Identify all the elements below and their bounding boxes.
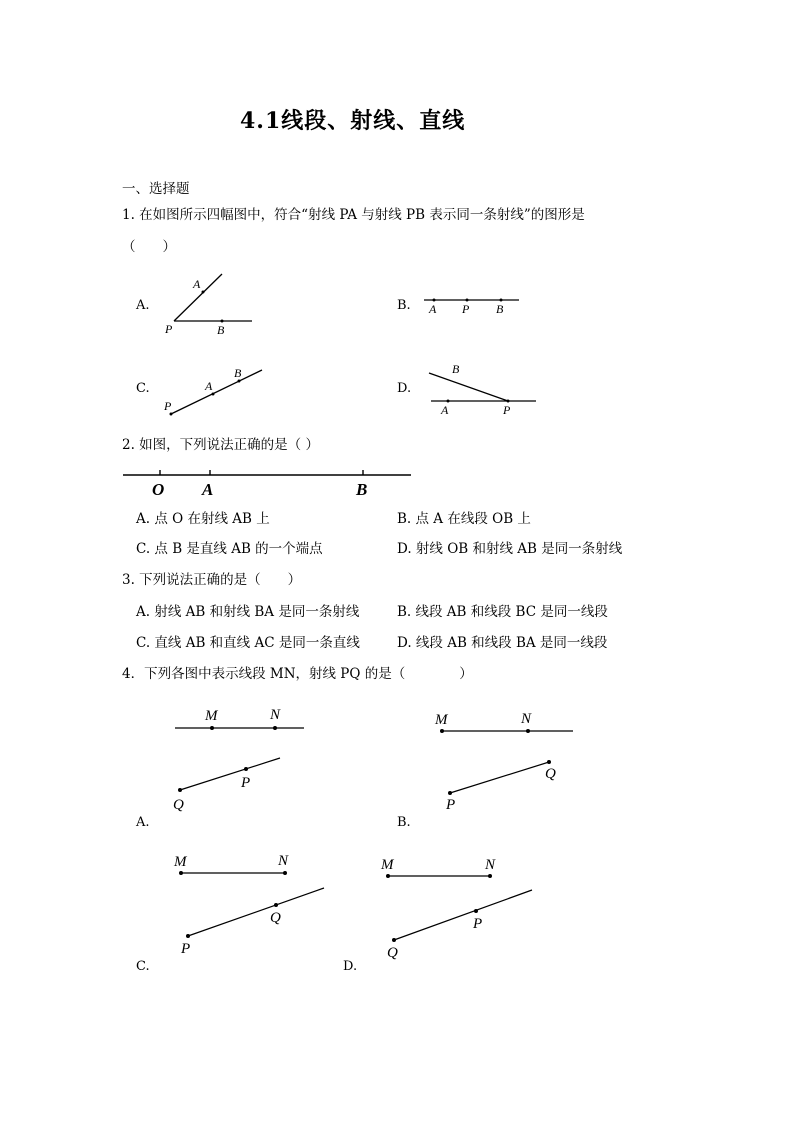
q1-figure-b[interactable] (424, 299, 519, 317)
q4-a-label-p: P (241, 775, 251, 791)
q4-c-ray (188, 888, 324, 936)
q4-d-ray (394, 890, 532, 940)
q4-option-a-label[interactable]: A. (136, 815, 150, 830)
q4-figure-d[interactable] (380, 857, 532, 961)
q1-d-label-p: P (503, 403, 511, 417)
q1-paren: （ ） (122, 239, 176, 255)
q4-d-label-m: M (381, 857, 394, 873)
q1-c-ray (171, 370, 262, 414)
q4-stem: 4．下列各图中表示线段 MN，射线 PQ 的是（ ） (122, 666, 473, 682)
q3-option-d[interactable]: D. 线段 AB 和线段 BA 是同一线段 (397, 635, 608, 651)
q4-b-label-p: P (446, 797, 456, 813)
q4-b-point-p (448, 791, 452, 795)
q1-stem: 1. 在如图所示四幅图中，符合“射线 PA 与射线 PB 表示同一条射线”的图形是 (122, 207, 585, 223)
q4-figure-b[interactable] (434, 711, 573, 813)
q4-b-label-m: M (435, 712, 448, 728)
q1-a-label-b: B (217, 323, 225, 337)
q4-c-label-q: Q (270, 910, 281, 926)
q4-d-point-p (474, 909, 478, 913)
q2-option-d[interactable]: D. 射线 OB 和射线 AB 是同一条射线 (397, 541, 623, 557)
q1-c-label-a: A (205, 379, 213, 393)
q4-a-point-n (273, 726, 277, 730)
q4-d-point-n (488, 874, 492, 878)
q4-b-label-q: Q (545, 766, 556, 782)
q3-stem: 3. 下列说法正确的是（ ） (122, 572, 302, 588)
q1-b-label-p: P (462, 302, 470, 316)
q1-a-label-a: A (193, 277, 201, 291)
q4-d-point-q (392, 938, 396, 942)
q4-c-label-m: M (174, 854, 187, 870)
q1-d-ray-pb (429, 373, 508, 401)
q4-c-point-m (179, 871, 183, 875)
q4-option-c-label[interactable]: C. (136, 959, 150, 974)
q4-a-label-q: Q (173, 797, 184, 813)
q1-b-label-a: A (429, 302, 437, 316)
q1-d-label-a: A (441, 403, 449, 417)
q1-c-label-p: P (164, 399, 172, 413)
q4-c-point-n (283, 871, 287, 875)
q4-d-label-n: N (485, 857, 496, 873)
q1-figure-a[interactable] (164, 274, 252, 337)
q1-option-b-label[interactable]: B. (397, 298, 411, 313)
q1-a-point-a (202, 291, 205, 294)
q4-c-label-n: N (278, 853, 289, 869)
q4-a-point-q (178, 788, 182, 792)
q4-b-point-q (547, 760, 551, 764)
q2-stem: 2. 如图，下列说法正确的是（ ） (122, 437, 319, 453)
q4-b-point-m (440, 729, 444, 733)
q4-a-label-m: M (205, 708, 218, 724)
q4-c-point-q (274, 903, 278, 907)
q1-c-label-b: B (234, 366, 242, 380)
q1-figure-d[interactable] (429, 362, 536, 417)
q1-option-d-label[interactable]: D. (397, 381, 412, 396)
q2-figure (123, 470, 411, 499)
q4-d-label-p: P (473, 916, 483, 932)
q2-label-b: B (356, 480, 368, 499)
q4-a-point-m (210, 726, 214, 730)
q4-figure-c[interactable] (173, 853, 324, 957)
q4-option-b-label[interactable]: B. (397, 815, 411, 830)
q4-a-label-n: N (270, 707, 281, 723)
q2-option-a[interactable]: A. 点 O 在射线 AB 上 (136, 511, 270, 527)
q2-label-o: O (152, 480, 165, 499)
q1-figure-c[interactable] (163, 366, 262, 416)
q4-d-label-q: Q (387, 945, 398, 961)
q4-d-point-m (386, 874, 390, 878)
section-heading: 一、选择题 (122, 181, 190, 197)
q2-label-a: A (202, 480, 214, 499)
q4-option-d-label[interactable]: D. (343, 959, 358, 974)
q1-option-a-label[interactable]: A. (136, 298, 150, 313)
page-title: 4.1线段、射线、直线 (240, 108, 466, 134)
q3-option-b[interactable]: B. 线段 AB 和线段 BC 是同一线段 (397, 604, 608, 620)
q4-a-ray (180, 758, 280, 790)
q4-c-label-p: P (181, 941, 191, 957)
q1-option-c-label[interactable]: C. (136, 381, 150, 396)
q4-c-point-p (186, 934, 190, 938)
q4-figure-a[interactable] (173, 707, 304, 813)
q4-a-point-p (244, 767, 248, 771)
q1-d-label-b: B (452, 362, 460, 376)
q1-b-label-b: B (496, 302, 504, 316)
q2-option-b[interactable]: B. 点 A 在线段 OB 上 (397, 511, 531, 527)
q4-b-point-n (526, 729, 530, 733)
q4-b-segment (450, 762, 549, 793)
q3-option-c[interactable]: C. 直线 AB 和直线 AC 是同一条直线 (136, 635, 360, 651)
q4-b-label-n: N (521, 711, 532, 727)
q3-option-a[interactable]: A. 射线 AB 和射线 BA 是同一条射线 (136, 604, 360, 620)
q1-a-label-p: P (165, 322, 173, 336)
q2-option-c[interactable]: C. 点 B 是直线 AB 的一个端点 (136, 541, 323, 557)
